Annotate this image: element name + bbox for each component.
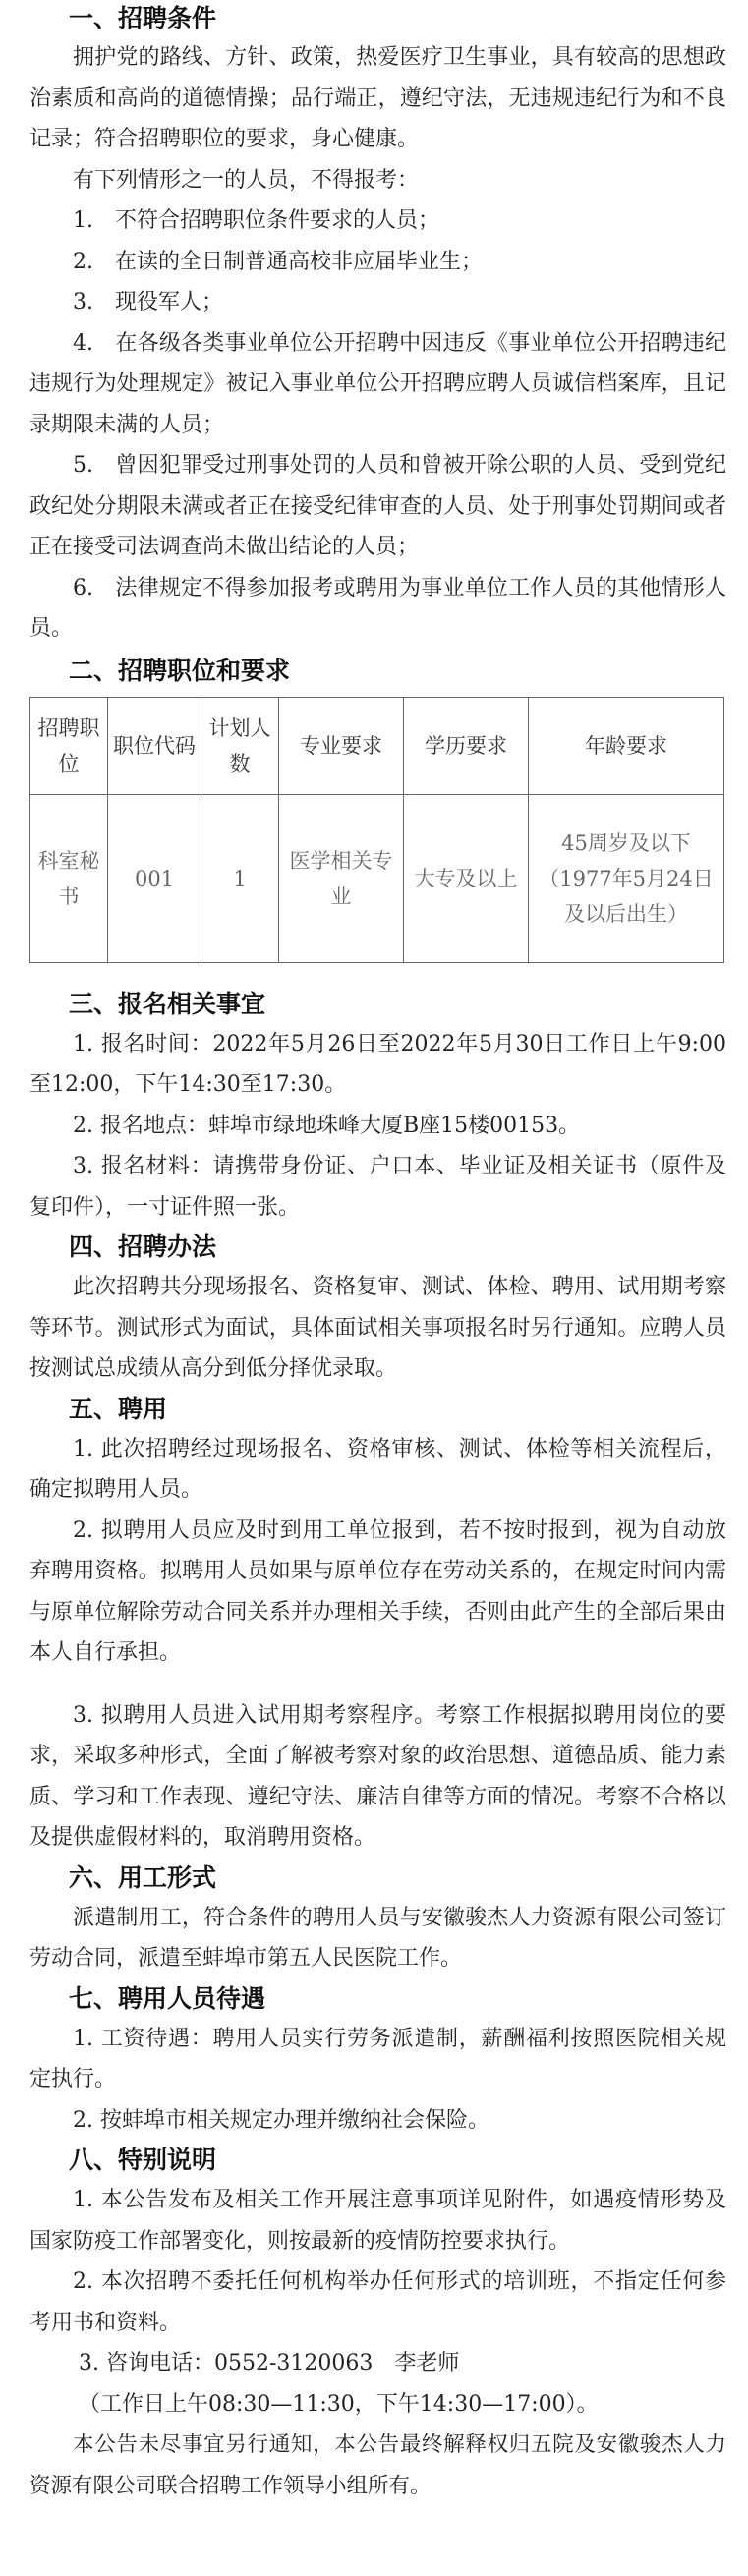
employment-item-1: 1. 此次招聘经过现场报名、资格审核、测试、体检等相关流程后，确定拟聘用人员。 [29,1436,726,1502]
notes-item-1: 1. 本公告发布及相关工作开展注意事项详见附件，如遇疫情形势及国家防疫工作部署变化，则按最新的疫情防控要求执行。 [29,2188,726,2254]
registration-location: 2. 报名地点：蚌埠市绿地珠峰大厦B座15楼00153。 [73,1113,581,1138]
cell-code: 001 [108,794,201,962]
positions-table [29,697,724,963]
contact-hours: （工作日上午08:30—11:30，下午14:30—17:00）。 [79,2391,599,2417]
section-title-special-notes: 八、特别说明 [69,2146,217,2174]
section-title-employment-form: 六、用工形式 [69,1862,217,1892]
table-row [30,794,724,962]
contact-phone: 3. 咨询电话：0552-3120063 李老师 [79,2351,460,2376]
cell-age: 45周岁及以下（1977年5月24日及以后出生） [529,794,724,962]
header-position: 招聘职位 [30,697,108,794]
cell-position: 科室秘书 [30,794,108,962]
section-title-registration: 三、报名相关事宜 [69,989,266,1018]
cell-major: 医学相关专业 [279,794,404,962]
employment-item-2: 2. 拟聘用人员应及时到用工单位报到，若不按时报到，视为自动放弃聘用资格。拟聘用人员如果与原单位存在劳动关系的，在规定时间内需与原单位解除劳动合同关系并办理相关手续，否则由此产生的全部后果由本人自行承担。 [29,1517,726,1665]
exclusion-item-1: 1. 不符合招聘职位条件要求的人员； [73,208,439,233]
exclusion-item-4: 4. 在各级各类事业单位公开招聘中因违反《事业单位公开招聘违纪违规行为处理规定》被记入事业单位公开招聘应聘人员诚信档案库，且记录期限未满的人员； [29,330,726,437]
section-title-positions: 二、招聘职位和要求 [69,656,291,685]
conditions-paragraph: 拥护党的路线、方针、政策，热爱医疗卫生事业，具有较高的思想政治素质和高尚的道德情操；品行端正，遵纪守法，无违规违纪行为和不良记录；符合招聘职位的要求，身心健康。 [29,45,726,151]
method-paragraph: 此次招聘共分现场报名、资格复审、测试、体检、聘用、试用期考察等环节。测试形式为面试，具体面试相关事项报名时另行通知。应聘人员按测试总成绩从高分到低分择优录取。 [29,1275,726,1381]
section-title-method: 四、招聘办法 [69,1232,217,1261]
employment-form-paragraph: 派遣制用工，符合条件的聘用人员与安徽骏杰人力资源有限公司签订劳动合同，派遣至蚌埠市第五人民医院工作。 [29,1905,726,1971]
cell-headcount: 1 [201,794,279,962]
exclusion-item-2: 2. 在读的全日制普通高校非应届毕业生； [73,249,483,274]
header-age: 年龄要求 [529,697,724,794]
exclusion-item-5: 5. 曾因犯罪受过刑事处罚的人员和曾被开除公职的人员、受到党纪政纪处分期限未满或者正在接受纪律审查的人员、处于刑事处罚期间或者正在接受司法调查尚未做出结论的人员； [29,453,726,559]
section-title-benefits: 七、聘用人员待遇 [69,1983,266,2013]
header-major: 专业要求 [279,697,404,794]
section-title-employment: 五、聘用 [69,1394,168,1423]
exclusion-item-6: 6. 法律规定不得参加报考或聘用为事业单位工作人员的其他情形人员。 [29,575,726,641]
registration-time: 1. 报名时间：2022年5月26日至2022年5月30日工作日上午9:00至12:00，下午14:30至17:30。 [29,1031,726,1097]
spacer [29,1674,726,1695]
cell-education: 大专及以上 [404,794,529,962]
registration-materials: 3. 报名材料：请携带身份证、户口本、毕业证及相关证书（原件及复印件），一寸证件照一张。 [29,1154,726,1220]
exclusions-intro: 有下列情形之一的人员，不得报考： [73,167,420,193]
table-header-row [30,697,724,794]
header-education: 学历要求 [404,697,529,794]
exclusion-item-3: 3. 现役军人； [73,290,223,315]
header-code: 职位代码 [108,697,201,794]
notes-item-2: 2. 本次招聘不委托任何机构举办任何形式的培训班，不指定任何参考用书和资料。 [29,2269,726,2335]
benefits-item-1: 1. 工资待遇：聘用人员实行劳务派遣制，薪酬福利按照医院相关规定执行。 [29,2026,726,2091]
benefits-item-2: 2. 按蚌埠市相关规定办理并缴纳社会保险。 [73,2107,489,2133]
section-title-recruitment-conditions: 一、招聘条件 [69,4,217,32]
employment-item-3: 3. 拟聘用人员进入试用期考察程序。考察工作根据拟聘用岗位的要求，采取多种形式，全面了解被考察对象的政治思想、道德品质、能力素质、学习和工作表现、遵纪守法、廉洁自律等方面的情况。考察不合格以及提供虚假材料的，取消聘用资格。 [29,1702,726,1850]
closing-statement: 本公告未尽事宜另行通知，本公告最终解释权归五院及安徽骏杰人力资源有限公司联合招聘工作领导小组所有。 [29,2433,726,2498]
header-headcount: 计划人数 [201,697,279,794]
